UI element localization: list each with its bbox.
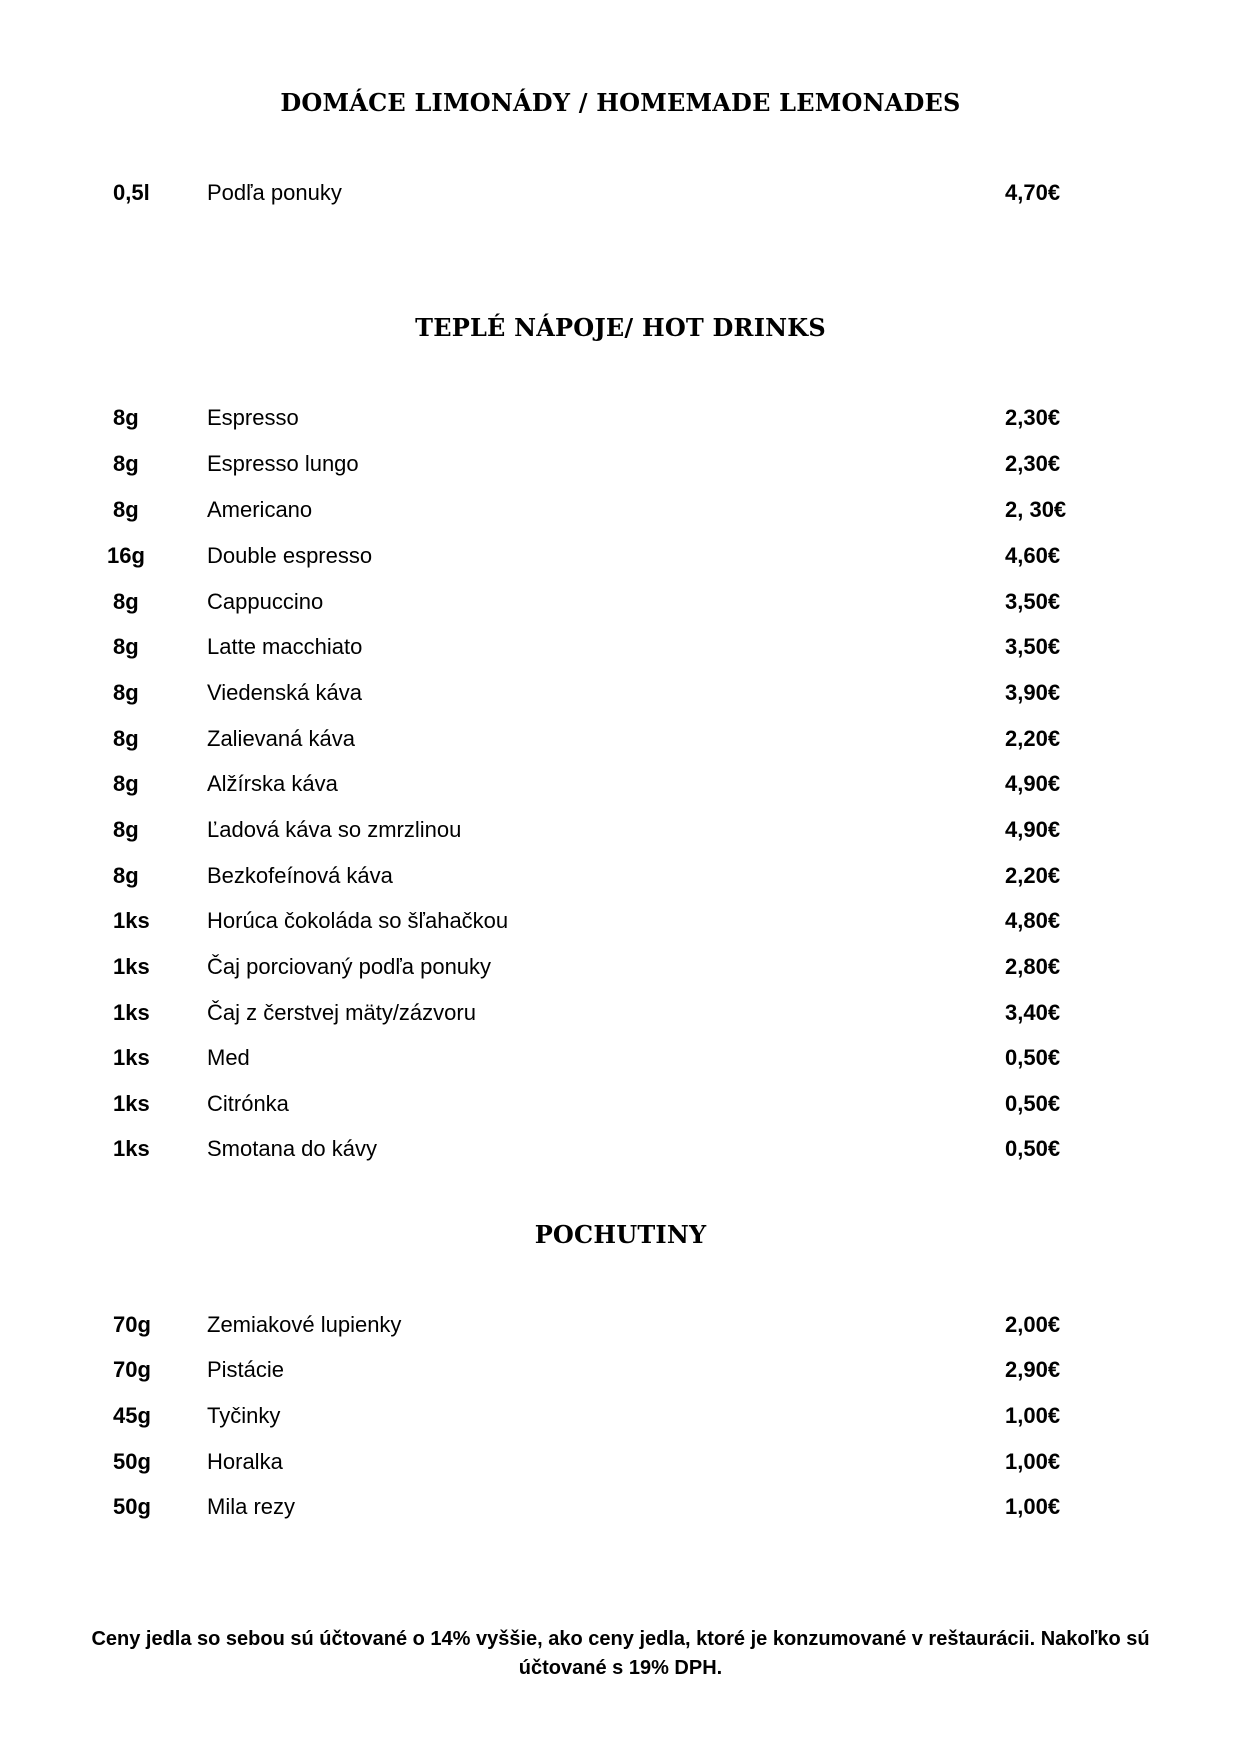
list-item [0, 541, 1241, 571]
section-title-snacks: POCHUTINY [534, 1220, 707, 1249]
item-qty: 1ks [113, 1091, 150, 1116]
item-qty: 8g [113, 863, 139, 888]
list-item [0, 1447, 1241, 1477]
list-item [0, 1355, 1241, 1385]
item-name: Zemiakové lupienky [207, 1312, 402, 1337]
list-item [0, 1134, 1241, 1164]
list-item [0, 724, 1241, 754]
item-name: Americano [207, 497, 313, 522]
list-item [0, 403, 1241, 433]
item-price: 1,00€ [1005, 1449, 1061, 1474]
item-price: 4,60€ [1005, 543, 1061, 568]
item-name: Med [207, 1045, 250, 1070]
item-name: Čaj z čerstvej mäty/zázvoru [207, 1000, 476, 1025]
item-qty: 8g [113, 634, 139, 659]
item-price: 2, 30€ [1005, 497, 1067, 522]
item-price: 0,50€ [1005, 1045, 1061, 1070]
item-qty: 8g [113, 589, 139, 614]
item-price: 2,80€ [1005, 954, 1061, 979]
item-qty: 1ks [113, 1000, 150, 1025]
item-qty: 8g [113, 726, 139, 751]
list-item [0, 815, 1241, 845]
section-title-hot-drinks: TEPLÉ NÁPOJE/ HOT DRINKS [415, 313, 826, 342]
list-item [0, 769, 1241, 799]
list-item [0, 1310, 1241, 1340]
item-name: Espresso lungo [207, 451, 359, 476]
item-qty: 70g [113, 1357, 151, 1382]
list-item [0, 861, 1241, 891]
item-qty: 50g [113, 1494, 151, 1519]
item-price: 2,90€ [1005, 1357, 1061, 1382]
list-item [0, 678, 1241, 708]
item-qty: 8g [113, 817, 139, 842]
item-qty: 8g [113, 497, 139, 522]
item-qty: 16g [107, 543, 145, 568]
list-item [0, 1492, 1241, 1522]
item-qty: 8g [113, 405, 139, 430]
price-note [60, 1625, 1181, 1683]
list-item [0, 906, 1241, 936]
item-name: Zalievaná káva [207, 726, 355, 751]
item-name: Horúca čokoláda so šľahačkou [207, 908, 509, 933]
item-name: Cappuccino [207, 589, 324, 614]
item-price: 0,50€ [1005, 1091, 1061, 1116]
item-name: Podľa ponuky [207, 180, 342, 205]
item-price: 2,30€ [1005, 405, 1061, 430]
section-title-lemonades: DOMÁCE LIMONÁDY / HOMEMADE LEMONADES [280, 88, 961, 117]
item-name: Pistácie [207, 1357, 285, 1382]
list-item [0, 1043, 1241, 1073]
item-price: 3,40€ [1005, 1000, 1061, 1025]
item-qty: 1ks [113, 1136, 150, 1161]
price-note-line: Ceny jedla so sebou sú účtované o 14% vyššie, ako ceny jedla, ktoré je konzumované v reštaurácii. Nakoľko sú [91, 1628, 1150, 1650]
list-item [0, 632, 1241, 662]
item-price: 2,20€ [1005, 726, 1061, 751]
price-note-line: účtované s 19% DPH. [518, 1657, 723, 1679]
item-qty: 70g [113, 1312, 151, 1337]
item-name: Citrónka [207, 1091, 289, 1116]
list-item [0, 587, 1241, 617]
item-qty: 8g [113, 771, 139, 796]
item-price: 4,90€ [1005, 817, 1061, 842]
item-price: 3,90€ [1005, 680, 1061, 705]
item-price: 4,80€ [1005, 908, 1061, 933]
item-price: 1,00€ [1005, 1403, 1061, 1428]
item-name: Mila rezy [207, 1494, 296, 1519]
item-qty: 8g [113, 451, 139, 476]
item-price: 2,20€ [1005, 863, 1061, 888]
list-item [0, 1401, 1241, 1431]
item-qty: 1ks [113, 908, 150, 933]
item-name: Čaj porciovaný podľa ponuky [207, 954, 492, 979]
list-item [0, 449, 1241, 479]
item-qty: 8g [113, 680, 139, 705]
item-price: 4,90€ [1005, 771, 1061, 796]
item-qty: 0,5l [113, 180, 150, 205]
item-name: Horalka [207, 1449, 283, 1474]
item-price: 1,00€ [1005, 1494, 1061, 1519]
item-qty: 50g [113, 1449, 151, 1474]
item-name: Latte macchiato [207, 634, 363, 659]
item-name: Double espresso [207, 543, 373, 568]
item-name: Ľadová káva so zmrzlinou [207, 817, 462, 842]
item-price: 0,50€ [1005, 1136, 1061, 1161]
item-name: Bezkofeínová káva [207, 863, 393, 888]
item-price: 3,50€ [1005, 634, 1061, 659]
item-price: 2,00€ [1005, 1312, 1061, 1337]
item-name: Smotana do kávy [207, 1136, 377, 1161]
item-name: Espresso [207, 405, 299, 430]
list-item [0, 178, 1241, 208]
item-price: 3,50€ [1005, 589, 1061, 614]
list-item [0, 495, 1241, 525]
item-qty: 1ks [113, 954, 150, 979]
list-item [0, 1089, 1241, 1119]
item-price: 2,30€ [1005, 451, 1061, 476]
item-price: 4,70€ [1005, 180, 1061, 205]
list-item [0, 952, 1241, 982]
item-name: Tyčinky [207, 1403, 281, 1428]
item-qty: 45g [113, 1403, 151, 1428]
item-qty: 1ks [113, 1045, 150, 1070]
list-item [0, 998, 1241, 1028]
item-name: Viedenská káva [207, 680, 362, 705]
item-name: Alžírska káva [207, 771, 338, 796]
